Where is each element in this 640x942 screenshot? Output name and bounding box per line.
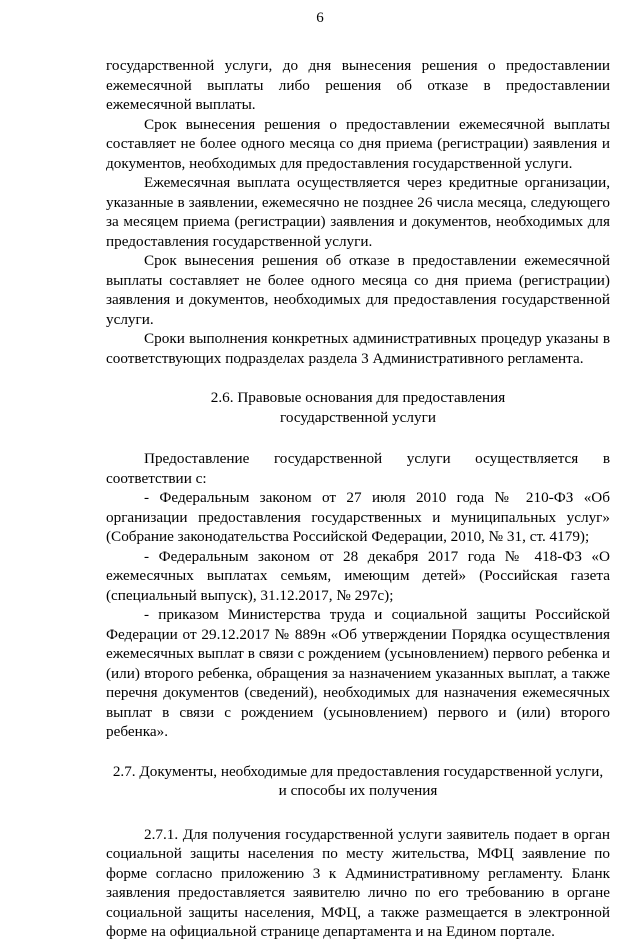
paragraph-procedure-terms: Сроки выполнения конкретных административных процедур указаны в соответствующих подразделах раздела 3 Административного регламента.	[106, 330, 610, 367]
section-heading-line: 2.7. Документы, необходимые для предоставления государственной услуги,	[112, 762, 604, 780]
section-heading-line: 2.6. Правовые основания для предоставления	[210, 389, 506, 406]
paragraph-monthly-payment: Ежемесячная выплата осуществляется через кредитные организации, указанные в заявлении, ежемесячно не позднее 26 числа месяца, следующего за месяцем приема (регистрации) заявления и документов, необходимых для предоставления государственной услуги.	[106, 174, 610, 250]
legal-basis-intro: Предоставление государственной услуги осуществляется в соответствии с:	[106, 450, 610, 487]
section-heading-2-6	[106, 388, 610, 427]
legal-basis-item: - приказом Министерства труда и социальной защиты Российской Федерации от 29.12.2017 № 889н «Об утверждении Порядка осуществления ежемесячных выплат в связи с рождением (усыновлением) первого ребенка и (или) второго ребенка, обращения за назначением указанных выплат, а также перечня документов (сведений), необходимых для назначения ежемесячных выплат в связи с рождением (усыновлением) первого и (или) второго ребенка».	[106, 606, 610, 740]
document-body	[106, 56, 610, 942]
paragraph-decision-term: Срок вынесения решения о предоставлении ежемесячной выплаты составляет не более одного месяца со дня приема (регистрации) заявления и документов, необходимых для предоставления государственной услуги.	[106, 115, 610, 172]
legal-basis-item: - Федеральным законом от 28 декабря 2017 года № 418-ФЗ «О ежемесячных выплатах семьям, имеющим детей» (Российская газета (специальный выпуск), 31.12.2017, № 297с);	[106, 547, 610, 604]
legal-basis-item: - Федеральным законом от 27 июля 2010 года № 210-ФЗ «Об организации предоставления государственных и муниципальных услуг» (Собрание законодательства Российской Федерации, 2010, № 31, ст. 4179);	[106, 489, 610, 545]
paragraph-2-7-1: 2.7.1. Для получения государственной услуги заявитель подает в орган социальной защиты населения по месту жительства, МФЦ заявление по форме согласно приложению 3 к Административному регламенту. Бланк заявления предоставляется заявителю лично по его требованию в органе социальной защиты населения, МФЦ, а также размещается в электронной форме на официальной странице департамента и на Едином портале.	[106, 825, 610, 940]
paragraph-continuation: государственной услуги, до дня вынесения решения о предоставлении ежемесячной выплаты либо решения об отказе в предоставлении ежемесячной выплаты.	[106, 57, 610, 113]
page-number: 6	[316, 10, 324, 26]
paragraph-refusal-term: Срок вынесения решения об отказе в предоставлении ежемесячной выплаты составляет не более одного месяца со дня приема (регистрации) заявления и документов, необходимых для предоставления государственной услуги.	[106, 252, 610, 328]
section-heading-line: и способы их получения	[278, 782, 438, 799]
section-heading-line: государственной услуги	[280, 408, 436, 426]
section-heading-2-7	[106, 762, 610, 801]
